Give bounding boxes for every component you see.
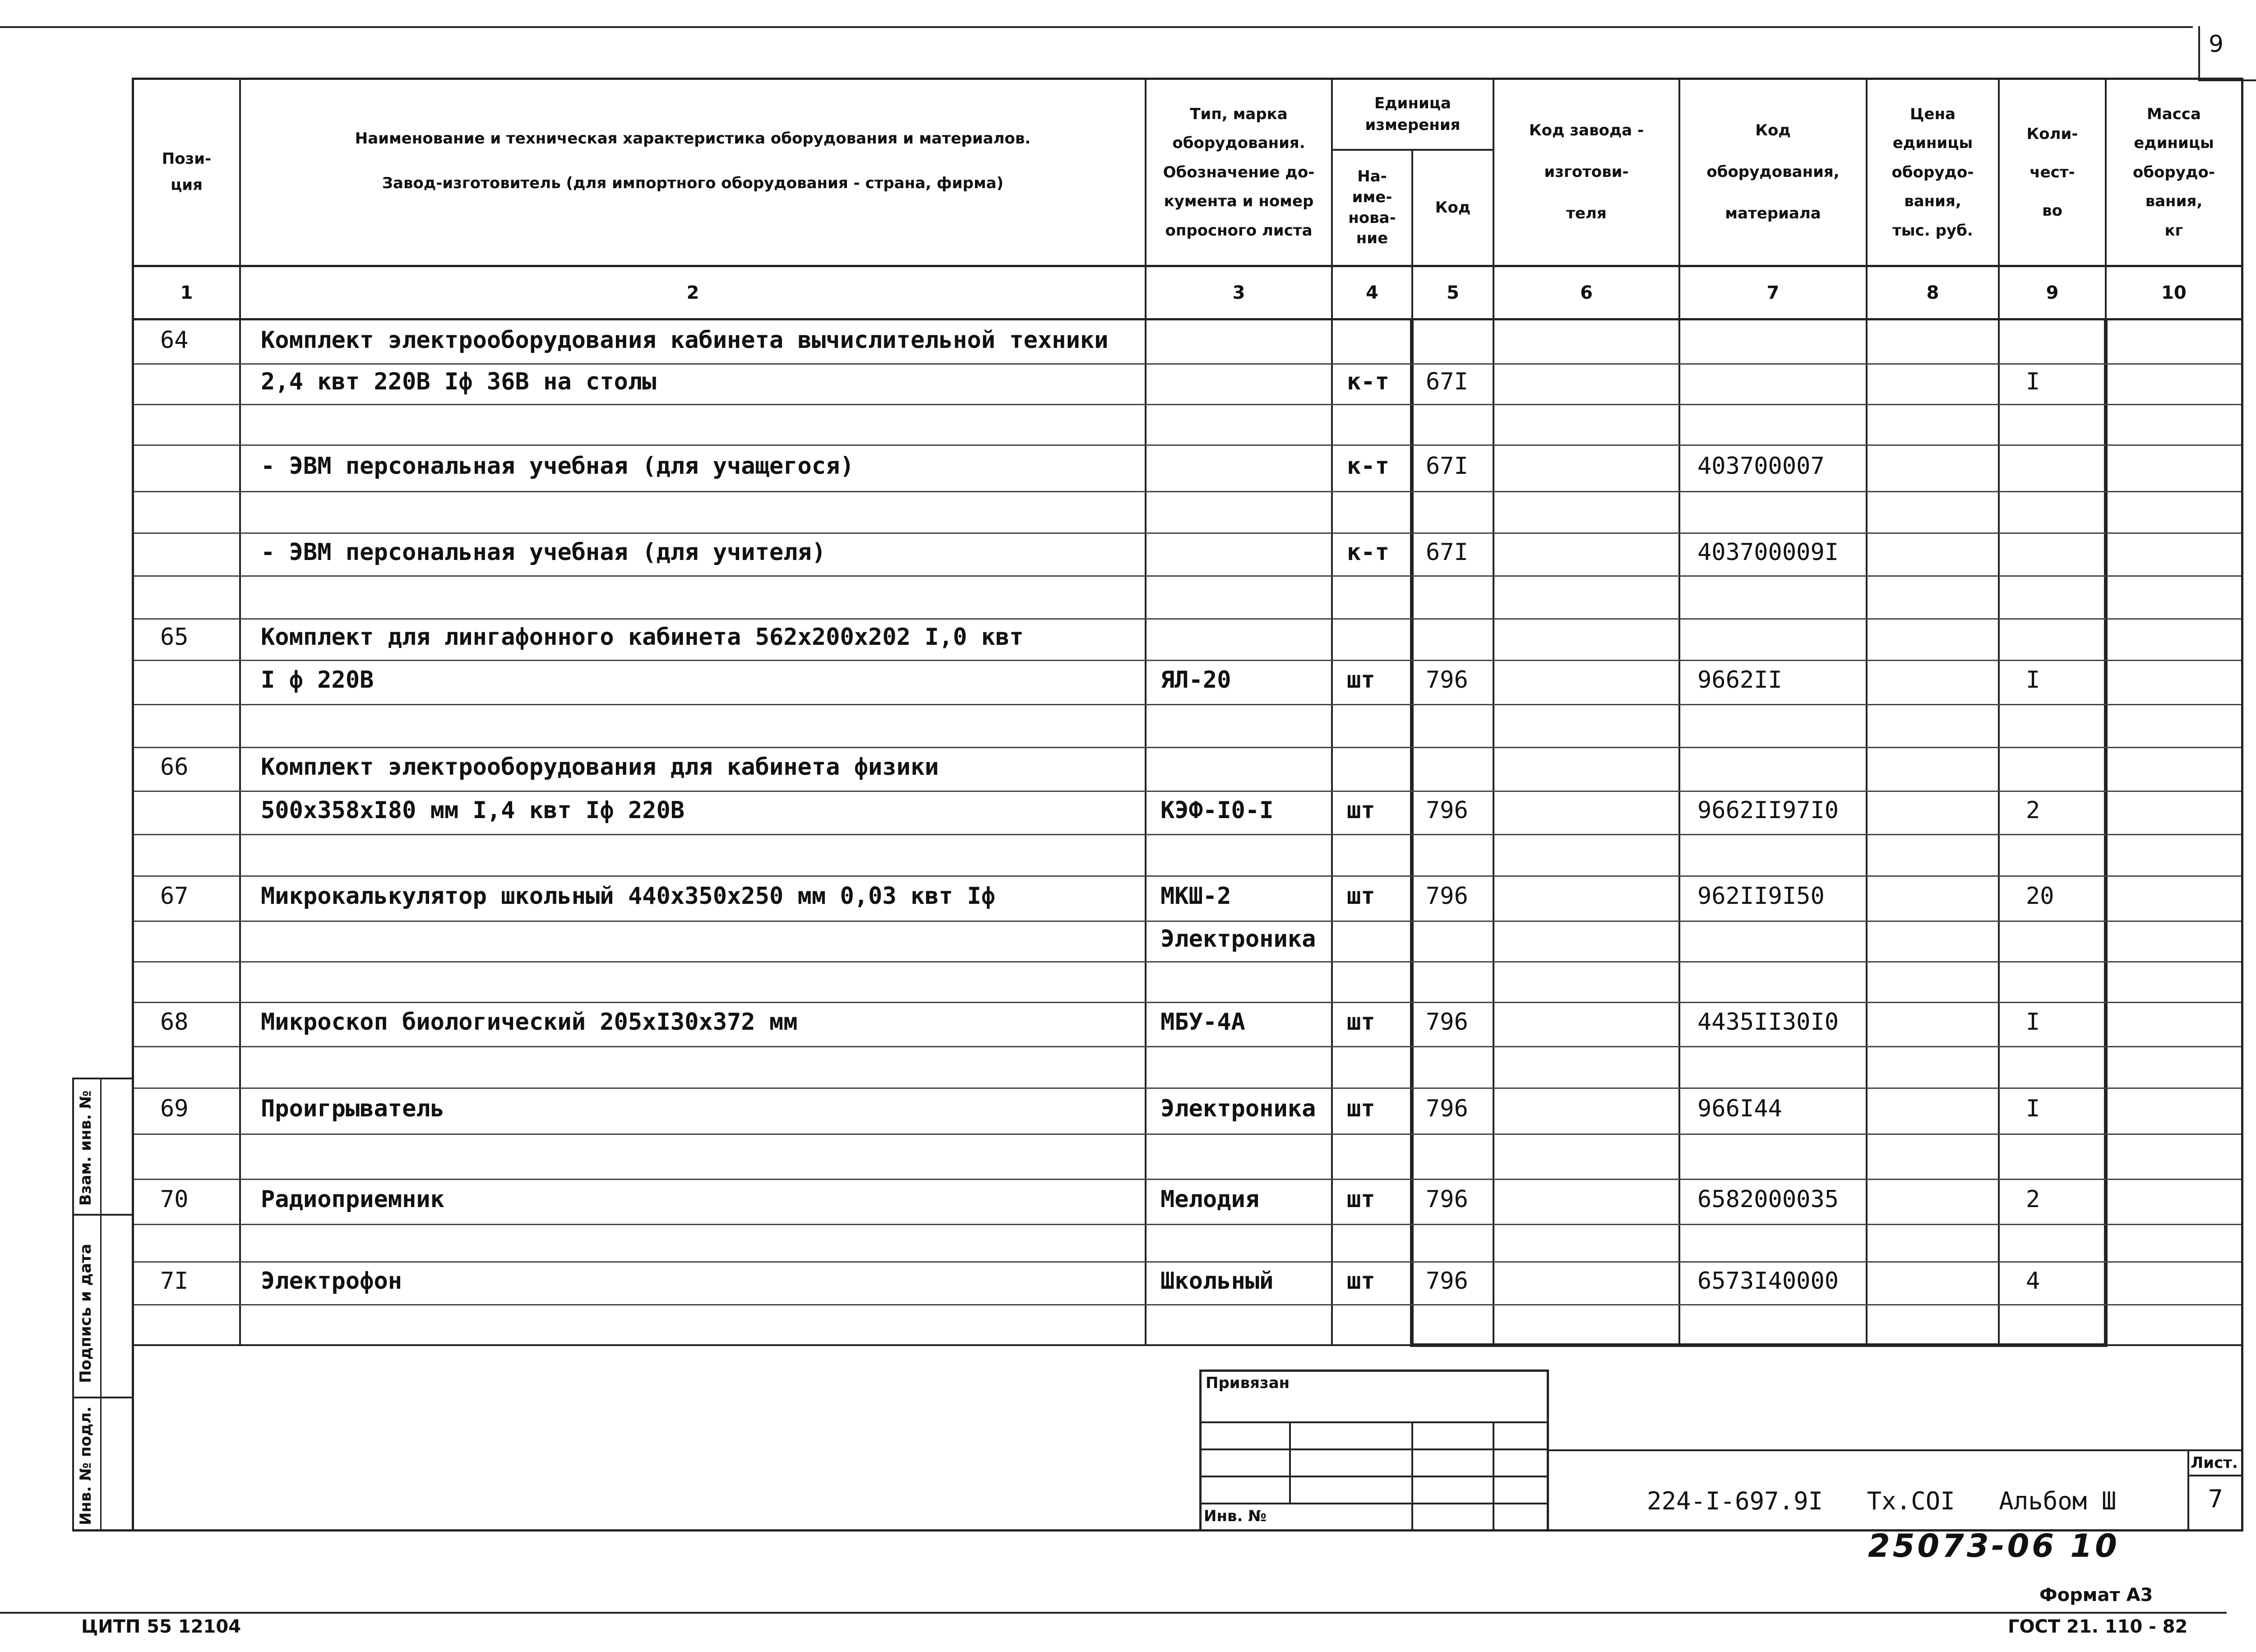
side-stamp-podpis: Подпись и дата	[77, 1244, 95, 1383]
row-name: Электрофон	[261, 1268, 402, 1295]
row-separator	[134, 491, 2241, 492]
side-stamp-top-line	[72, 1078, 134, 1079]
row-unit-code: 796	[1426, 1268, 1468, 1295]
tb-privyazan: Привязан	[1206, 1374, 1290, 1392]
row-separator	[134, 834, 2241, 835]
row-separator	[134, 1002, 2241, 1003]
row-position: 68	[160, 1009, 189, 1036]
row-separator	[134, 921, 2241, 922]
row-unit: к-т	[1347, 368, 1389, 395]
header-type: Тип, марка оборудования. Обозначение до- кумента и номер опросного листа	[1163, 105, 1315, 240]
row-position: 64	[160, 327, 189, 354]
colnum-bottom-line	[132, 318, 2243, 320]
tb-col-3	[1493, 1421, 1494, 1532]
tb-line-4	[1199, 1503, 1549, 1504]
header-position: Пози- ция	[162, 150, 212, 194]
row-quantity: I	[2026, 1095, 2040, 1122]
row-unit-code: 67I	[1426, 539, 1468, 566]
row-equipment-code: 6582000035	[1697, 1186, 1839, 1213]
row-quantity: I	[2026, 1009, 2040, 1036]
row-unit: к-т	[1347, 539, 1389, 566]
footer-left: ЦИТП 55 12104	[81, 1616, 241, 1637]
row-position: 70	[160, 1186, 189, 1213]
footer-format: Формат А3	[2039, 1585, 2153, 1606]
tb-top-line	[1199, 1370, 1549, 1372]
row-separator	[134, 1134, 2241, 1135]
colnum-2: 2	[686, 282, 699, 303]
thick-box-left	[1410, 318, 1414, 1347]
row-unit: шт	[1347, 1268, 1375, 1295]
row-separator	[134, 1261, 2241, 1263]
row-type: МБУ-4А	[1160, 1009, 1245, 1036]
header-factory-code: Код завода - изготови- теля	[1529, 121, 1644, 222]
row-name: Проигрыватель	[261, 1095, 444, 1122]
row-quantity: 20	[2026, 883, 2054, 910]
row-unit-code: 796	[1426, 883, 1468, 910]
row-quantity: I	[2026, 368, 2040, 395]
row-name: Комплект для лингафонного кабинета 562х200х202 I,0 квт	[261, 624, 1024, 651]
header-equipment-code: Код оборудования, материала	[1706, 121, 1840, 222]
sheet-corner-number: 9	[2209, 31, 2224, 58]
row-separator	[134, 961, 2241, 963]
row-equipment-code: 403700009I	[1697, 539, 1839, 566]
row-unit: шт	[1347, 883, 1375, 910]
colnum-4: 4	[1366, 282, 1378, 303]
row-separator	[134, 1304, 2241, 1305]
body-bottom-line	[132, 1344, 2243, 1346]
row-equipment-code: 4435II30I0	[1697, 1009, 1839, 1036]
row-unit: шт	[1347, 1095, 1375, 1122]
colnum-5: 5	[1447, 282, 1459, 303]
row-separator	[134, 1046, 2241, 1047]
row-position: 66	[160, 754, 189, 781]
row-type: Электроника	[1160, 1095, 1316, 1122]
row-separator	[134, 1087, 2241, 1089]
sheet-box-divider	[2187, 1475, 2243, 1476]
row-equipment-code: 403700007	[1697, 453, 1825, 480]
row-quantity: 4	[2026, 1268, 2040, 1295]
row-unit-code: 796	[1426, 1186, 1468, 1213]
colnum-8: 8	[1926, 282, 1939, 303]
row-name: Микроскоп биологический 205хI30х372 мм	[261, 1009, 798, 1036]
row-separator	[134, 747, 2241, 748]
colnum-3: 3	[1232, 282, 1245, 303]
row-name: Комплект электрооборудования для кабинета физики	[261, 754, 939, 781]
sheet-number: 7	[2208, 1485, 2224, 1513]
row-position: 65	[160, 624, 189, 651]
header-unit-code: Код	[1435, 198, 1471, 217]
row-unit-code: 796	[1426, 797, 1468, 824]
tb-inv-no: Инв. №	[1204, 1507, 1267, 1525]
row-separator	[134, 660, 2241, 661]
colnum-6: 6	[1580, 282, 1593, 303]
row-separator	[134, 363, 2241, 365]
designation-top-line	[1549, 1449, 2243, 1451]
row-separator	[134, 704, 2241, 705]
row-unit: шт	[1347, 666, 1375, 694]
row-position: 69	[160, 1095, 189, 1122]
row-unit: шт	[1347, 1009, 1375, 1036]
side-stamp-vzam: Взам. инв. №	[77, 1090, 95, 1206]
row-separator	[134, 404, 2241, 405]
sheet-box-left	[2187, 1449, 2189, 1532]
row-separator	[134, 1179, 2241, 1180]
header-name: Наименование и техническая характеристика оборудования и материалов. Завод-изготовитель (для импортного оборудования - страна, фирма)	[355, 130, 1031, 192]
row-unit: шт	[1347, 797, 1375, 824]
row-separator	[134, 875, 2241, 877]
row-equipment-code: 6573I40000	[1697, 1268, 1839, 1295]
row-type: Мелодия	[1160, 1186, 1260, 1213]
colnum-1: 1	[180, 282, 193, 303]
footer-line	[0, 1612, 2227, 1614]
tb-line-2	[1199, 1448, 1549, 1450]
row-unit-code: 67I	[1426, 453, 1468, 480]
row-unit-code: 796	[1426, 666, 1468, 694]
row-type: Электроника	[1160, 925, 1316, 953]
tb-line-1	[1199, 1421, 1549, 1423]
row-name: Радиоприемник	[261, 1186, 444, 1213]
row-type: КЭФ-I0-I	[1160, 797, 1274, 824]
row-separator	[134, 444, 2241, 446]
side-stamp-div-1	[72, 1214, 134, 1216]
row-separator	[134, 791, 2241, 792]
tb-col-1	[1289, 1421, 1291, 1503]
row-equipment-code: 962II9I50	[1697, 883, 1825, 910]
tb-line-3	[1199, 1476, 1549, 1477]
row-quantity: 2	[2026, 1186, 2040, 1213]
row-quantity: 2	[2026, 797, 2040, 824]
row-unit: к-т	[1347, 453, 1389, 480]
row-equipment-code: 9662II	[1697, 666, 1782, 694]
row-unit-code: 796	[1426, 1095, 1468, 1122]
row-separator	[134, 1224, 2241, 1225]
side-stamp-div-2	[72, 1397, 134, 1398]
row-type: Школьный	[1160, 1268, 1274, 1295]
row-name: - ЭВМ персональная учебная (для учителя)	[261, 539, 826, 566]
row-position: 7I	[160, 1268, 189, 1295]
header-price: Цена единицы оборудо- вания, тыс. руб.	[1891, 105, 1974, 240]
header-unit-group: Единица измерения	[1365, 94, 1461, 134]
footer-right: ГОСТ 21. 110 - 82	[2008, 1616, 2188, 1637]
sheet-label: Лист.	[2191, 1454, 2238, 1472]
row-equipment-code: 966I44	[1697, 1095, 1782, 1122]
tb-left-line	[1199, 1370, 1202, 1532]
row-name: Комплект электрооборудования кабинета вычислительной техники	[261, 327, 1109, 354]
handwritten-number: 25073-06 10	[1868, 1527, 2120, 1564]
row-type: ЯЛ-20	[1160, 666, 1231, 694]
colnum-10: 10	[2161, 282, 2187, 303]
side-stamp-mid-line	[100, 1078, 102, 1532]
row-unit-code: 796	[1426, 1009, 1468, 1036]
row-type: МКШ-2	[1160, 883, 1231, 910]
table-right-line	[2241, 78, 2243, 1532]
corner-box-left-line	[2198, 26, 2200, 80]
row-separator	[134, 532, 2241, 534]
row-name: I ф 220В	[261, 666, 374, 694]
side-stamp-inv-podl: Инв. № подл.	[77, 1406, 95, 1525]
colnum-7: 7	[1766, 282, 1780, 303]
row-unit: шт	[1347, 1186, 1375, 1213]
row-separator	[134, 575, 2241, 577]
row-quantity: I	[2026, 666, 2040, 694]
header-quantity: Коли- чест- во	[2026, 125, 2078, 220]
row-name: 500х358хI80 мм I,4 квт Iф 220В	[261, 797, 685, 824]
row-position: 67	[160, 883, 189, 910]
tb-col-2	[1411, 1421, 1413, 1532]
row-unit-code: 67I	[1426, 368, 1468, 395]
top-border-line	[0, 26, 2193, 28]
designation: 224-I-697.9I Тх.COI Альбом Ш	[1647, 1487, 2117, 1515]
row-separator	[134, 618, 2241, 620]
row-equipment-code: 9662II97I0	[1697, 797, 1839, 824]
colnum-9: 9	[2046, 282, 2059, 303]
row-name: - ЭВМ персональная учебная (для учащегося)	[261, 453, 854, 480]
row-name: Микрокалькулятор школьный 440х350х250 мм 0,03 квт Iф	[261, 883, 995, 910]
side-stamp-left-line	[72, 1078, 74, 1532]
header-unit-name: На- име- нова- ние	[1348, 167, 1396, 248]
row-name: 2,4 квт 220В Iф 36В на столы	[261, 368, 656, 395]
thick-box-right	[2104, 318, 2108, 1347]
header-mass: Масса единицы оборудо- вания, кг	[2133, 105, 2215, 240]
